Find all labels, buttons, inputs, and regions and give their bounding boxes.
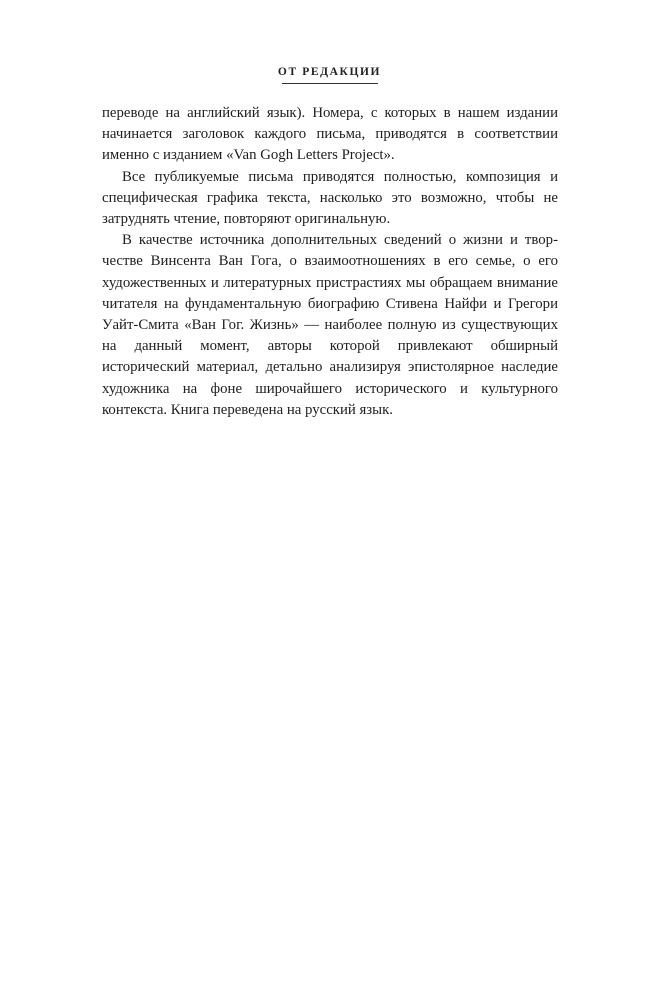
body-text	[102, 103, 558, 421]
running-head-title: ОТ РЕДАКЦИИ	[277, 66, 382, 78]
paragraph-letters-publication: Все публикуемые письма приводятся полностью, композиция и специфическая графика текста, насколько это возможно, чтобы не затруднять чтение, повторяют оригинальную.	[102, 168, 558, 228]
paragraph-continuation: переводе на английский язык). Номера, с которых в нашем издании начинается заголовок каждого письма, приводятся в соответствии именно с изданием «Van Gogh Letters Project».	[102, 105, 558, 164]
paragraph-biography-source: В качестве источника дополнительных сведений о жизни и творчестве Винсента Ван Гога, о взаимоотношениях в его семье, о его художественных и литературных пристрастиях мы обращаем внимание читателя на фундаментальную биографию Стивена Найфи и Грегори Уайт-Смита «Ван Гог. Жизнь» — наиболее полную из существующих на данный момент, авторы которой привлекают обширный исторический материал, детально анализируя эпистолярное наследие художника на фоне широчайшего исторического и культурного контекста. Книга переведена на русский язык.	[102, 232, 558, 418]
header-rule	[282, 83, 378, 84]
